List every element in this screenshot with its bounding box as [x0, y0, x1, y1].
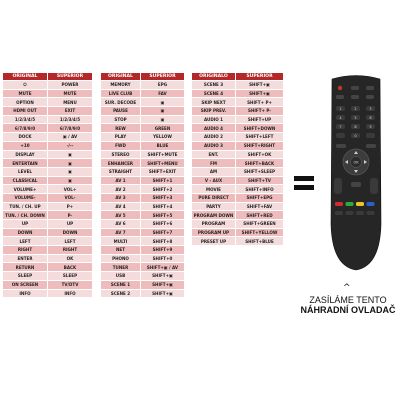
original-button-label: DOCK: [3, 133, 48, 142]
table-row: [192, 237, 284, 246]
svg-text:OK: OK: [353, 160, 359, 165]
original-button-label: PROGRAM DOWN: [192, 211, 236, 220]
superior-button-label: SHIFT+OK: [236, 150, 284, 159]
table-row: [3, 133, 93, 142]
original-button-label: MUTE: [3, 89, 48, 98]
original-button-label: 6/7/8/9/0: [3, 124, 48, 133]
table-row: [192, 193, 284, 202]
original-button-label: OPTION: [3, 98, 48, 107]
original-button-label: MULTI: [101, 237, 141, 246]
mute-button: [351, 182, 361, 187]
caption-line-1: ZASÍLÁME TENTO: [309, 295, 387, 305]
superior-button-label: EXIT: [48, 107, 93, 116]
table-row: [101, 98, 185, 107]
superior-button-label: ▣: [48, 150, 93, 159]
superior-button-label: SHIFT+6: [141, 220, 185, 229]
table-row: [101, 254, 185, 263]
original-button-label: TUNER: [101, 263, 141, 272]
mapping-table-3: [191, 72, 284, 246]
blue-button: [367, 202, 375, 206]
replacement-remote-caption: [300, 295, 396, 315]
original-button-label: USB: [101, 272, 141, 281]
superior-button-label: ▣: [48, 167, 93, 176]
column-header-superior: SUPERIOR: [141, 73, 185, 81]
original-button-label: AUDIO 2: [192, 133, 236, 142]
table-row: [192, 133, 284, 142]
superior-button-label: MUTE: [48, 89, 93, 98]
original-button-label: UP: [3, 220, 48, 229]
superior-button-label: SHIFT+LEFT: [236, 133, 284, 142]
original-button-label: SUR. DECODE: [101, 98, 141, 107]
small-button: [366, 95, 374, 99]
top-button: [366, 86, 374, 90]
original-button-label: STOP: [101, 115, 141, 124]
original-button-label: AV 1: [101, 176, 141, 185]
volume-rocker: [334, 178, 342, 194]
column-header-original: ORIGINAL: [3, 73, 48, 81]
power-button: [338, 86, 342, 90]
table-row: [3, 150, 93, 159]
original-button-label: AM: [192, 167, 236, 176]
svg-text:6: 6: [369, 115, 372, 120]
original-button-label: FM: [192, 159, 236, 168]
superior-button-label: FAV: [141, 89, 185, 98]
table-row: [101, 202, 185, 211]
superior-button-label: ▣: [48, 176, 93, 185]
table-row: [192, 124, 284, 133]
table-row: [192, 115, 284, 124]
table-row: [101, 115, 185, 124]
superior-button-label: SHIFT+TV: [236, 176, 284, 185]
original-button-label: AUDIO 1: [192, 115, 236, 124]
superior-button-label: VOL+: [48, 185, 93, 194]
superior-button-label: SHIFT+RIGHT: [236, 141, 284, 150]
original-button-label: SCENE 1: [101, 280, 141, 289]
original-button-label: STEREO: [101, 150, 141, 159]
original-button-label: REW: [101, 124, 141, 133]
table-row: [192, 228, 284, 237]
original-button-label: ON SCREEN: [3, 280, 48, 289]
superior-button-label: SHIFT+2: [141, 185, 185, 194]
superior-button-label: DOWN: [48, 228, 93, 237]
original-button-label: RETURN: [3, 263, 48, 272]
table-row: [3, 220, 93, 229]
superior-button-label: SHIFT+DOWN: [236, 124, 284, 133]
superior-button-label: YELLOW: [141, 133, 185, 142]
original-button-label: PURE DIRECT: [192, 193, 236, 202]
table-row: [3, 272, 93, 281]
original-button-label: SKIP NEXT: [192, 98, 236, 107]
channel-rocker: [370, 178, 378, 194]
table-row: [3, 202, 93, 211]
table-row: [3, 280, 93, 289]
table-row: [3, 211, 93, 220]
original-button-label: AV 3: [101, 193, 141, 202]
original-button-label: CLASSICAL: [3, 176, 48, 185]
svg-text:4: 4: [339, 115, 342, 120]
original-button-label: AV 7: [101, 228, 141, 237]
table-row: [3, 167, 93, 176]
original-button-label: PLAY: [101, 133, 141, 142]
caret-up-icon: ^: [343, 283, 351, 293]
original-button-label: PHONO: [101, 254, 141, 263]
original-button-label: PRESET UP: [192, 237, 236, 246]
table-row: [3, 107, 93, 116]
original-button-label: LEFT: [3, 237, 48, 246]
table-row: [192, 89, 284, 98]
original-button-label: INFO: [3, 289, 48, 298]
superior-button-label: MENU: [48, 98, 93, 107]
superior-button-label: SHIFT+GREEN: [236, 220, 284, 229]
superior-button-label: SHIFT+RED: [236, 211, 284, 220]
original-button-label: +10: [3, 141, 48, 150]
table-row: [3, 185, 93, 194]
table-row: [101, 159, 185, 168]
table-row: [3, 141, 93, 150]
table-row: [3, 176, 93, 185]
original-button-label: SCENE 3: [192, 81, 236, 90]
svg-text:9: 9: [369, 124, 372, 129]
superior-button-label: SLEEP: [48, 272, 93, 281]
equals-sign-bottom-bar: [294, 185, 314, 190]
original-button-label: PAUSE: [101, 107, 141, 116]
small-button: [336, 95, 344, 99]
original-button-label: RIGHT: [3, 246, 48, 255]
superior-button-label: ▣: [141, 98, 185, 107]
svg-text:0: 0: [354, 133, 357, 138]
superior-button-label: SHIFT+8: [141, 237, 185, 246]
table-row: [101, 228, 185, 237]
table-row: [192, 176, 284, 185]
superior-button-label: SHIFT+▣: [236, 89, 284, 98]
original-button-label: ENTER: [3, 254, 48, 263]
superior-button-label: ▣: [141, 107, 185, 116]
original-button-label: PROGRAM UP: [192, 228, 236, 237]
caption-line-2: NÁHRADNÍ OVLADAČ: [300, 305, 396, 315]
superior-button-label: GREEN: [141, 124, 185, 133]
table-row: [101, 150, 185, 159]
remote-control-image: [326, 74, 386, 272]
table-row: [101, 193, 185, 202]
svg-text:2: 2: [354, 106, 357, 111]
original-button-label: AUDIO 3: [192, 141, 236, 150]
original-button-label: ENHANCER: [101, 159, 141, 168]
superior-button-label: SHIFT+ P+: [236, 98, 284, 107]
table-row: [101, 280, 185, 289]
original-button-label: AV 5: [101, 211, 141, 220]
superior-button-label: UP: [48, 220, 93, 229]
superior-button-label: SHIFT+BLUE: [236, 237, 284, 246]
superior-button-label: SHIFT+1: [141, 176, 185, 185]
table-row: [101, 89, 185, 98]
svg-text:7: 7: [339, 124, 342, 129]
table-row: [3, 193, 93, 202]
superior-button-label: ▣: [141, 115, 185, 124]
table-row: [101, 133, 185, 142]
superior-button-label: SHIFT+ P-: [236, 107, 284, 116]
svg-text:8: 8: [354, 124, 357, 129]
top-button: [351, 86, 359, 90]
original-button-label: LEVEL: [3, 167, 48, 176]
table-row: [3, 81, 93, 90]
original-button-label: VOLUME+: [3, 185, 48, 194]
table-row: [192, 81, 284, 90]
superior-button-label: SHIFT+UP: [236, 115, 284, 124]
table-row: [101, 211, 185, 220]
superior-button-label: P+: [48, 202, 93, 211]
superior-button-label: SHIFT+4: [141, 202, 185, 211]
superior-button-label: SHIFT+EXIT: [141, 167, 185, 176]
original-button-label: AV 6: [101, 220, 141, 229]
original-button-label: PROGRAM: [192, 220, 236, 229]
table-row: [101, 176, 185, 185]
superior-button-label: SHIFT+0: [141, 254, 185, 263]
equals-sign-top-bar: [294, 176, 314, 181]
original-button-label: AV 4: [101, 202, 141, 211]
table-row: [192, 107, 284, 116]
superior-button-label: SHIFT+7: [141, 228, 185, 237]
table-row: [101, 107, 185, 116]
superior-button-label: -/--: [48, 141, 93, 150]
original-button-label: ENT.: [192, 150, 236, 159]
superior-button-label: SHIFT+▣: [236, 81, 284, 90]
superior-button-label: ▣ / AV: [48, 133, 93, 142]
table-row: [101, 141, 185, 150]
table-row: [3, 89, 93, 98]
table-row: [192, 98, 284, 107]
superior-button-label: OK: [48, 254, 93, 263]
original-button-label: HDMI OUT: [3, 107, 48, 116]
superior-button-label: P-: [48, 211, 93, 220]
table-row: [192, 167, 284, 176]
superior-button-label: TV/DTV: [48, 280, 93, 289]
table-row: [192, 141, 284, 150]
small-button: [351, 95, 359, 99]
original-button-label: MOVIE: [192, 185, 236, 194]
svg-text:3: 3: [369, 106, 372, 111]
superior-button-label: EPG: [141, 81, 185, 90]
original-button-label: SCENE 2: [101, 289, 141, 298]
original-button-label: NET: [101, 246, 141, 255]
original-button-label: FWD: [101, 141, 141, 150]
original-button-label: 1/2/3/4/5: [3, 115, 48, 124]
original-button-label: ⏻: [3, 81, 48, 90]
table-row: [3, 124, 93, 133]
original-button-label: LIVE CLUB: [101, 89, 141, 98]
original-button-label: SLEEP: [3, 272, 48, 281]
table-row: [3, 115, 93, 124]
svg-text:1: 1: [339, 106, 342, 111]
yellow-button: [356, 202, 364, 206]
original-button-label: VOLUME-: [3, 193, 48, 202]
table-row: [192, 202, 284, 211]
superior-button-label: SHIFT+FAV: [236, 202, 284, 211]
original-button-label: TUN. / CH. DOWN: [3, 211, 48, 220]
column-header-superior: SUPERIOR: [236, 73, 284, 81]
table-row: [192, 150, 284, 159]
menu-button: [336, 144, 346, 148]
table-row: [101, 237, 185, 246]
original-button-label: SCENE 4: [192, 89, 236, 98]
table-row: [101, 167, 185, 176]
table-row: [101, 263, 185, 272]
superior-button-label: ▣: [48, 159, 93, 168]
superior-button-label: SHIFT+MENU: [141, 159, 185, 168]
original-button-label: TUN. / CH. UP: [3, 202, 48, 211]
table-row: [101, 81, 185, 90]
original-button-label: STRAIGHT: [101, 167, 141, 176]
superior-button-label: BACK: [48, 263, 93, 272]
superior-button-label: VOL-: [48, 193, 93, 202]
table-row: [3, 263, 93, 272]
superior-button-label: SHIFT+5: [141, 211, 185, 220]
svg-text:5: 5: [354, 115, 357, 120]
superior-button-label: SHIFT+MUTE: [141, 150, 185, 159]
table-row: [3, 228, 93, 237]
original-button-label: PARTY: [192, 202, 236, 211]
table-row: [192, 185, 284, 194]
table-row: [3, 237, 93, 246]
column-header-original: ORIGINAL: [101, 73, 141, 81]
superior-button-label: SHIFT+▣: [141, 280, 185, 289]
column-header-original: ORIGINALO: [192, 73, 236, 81]
table-row: [101, 272, 185, 281]
superior-button-label: SHIFT+▣: [141, 272, 185, 281]
table-row: [101, 220, 185, 229]
table-row: [192, 211, 284, 220]
table-row: [192, 159, 284, 168]
superior-button-label: LEFT: [48, 237, 93, 246]
table-row: [3, 246, 93, 255]
superior-button-label: 1/2/3/4/5: [48, 115, 93, 124]
superior-button-label: SHIFT+INFO: [236, 185, 284, 194]
original-button-label: AUDIO 4: [192, 124, 236, 133]
green-button: [346, 202, 354, 206]
superior-button-label: SHIFT+YELLOW: [236, 228, 284, 237]
superior-button-label: RIGHT: [48, 246, 93, 255]
superior-button-label: SHIFT+BACK: [236, 159, 284, 168]
superior-button-label: INFO: [48, 289, 93, 298]
table-row: [3, 254, 93, 263]
red-button: [335, 202, 343, 206]
mapping-table-1: [2, 72, 93, 298]
superior-button-label: BLUE: [141, 141, 185, 150]
superior-button-label: SHIFT+9: [141, 246, 185, 255]
original-button-label: DOWN: [3, 228, 48, 237]
exit-button: [366, 144, 376, 148]
column-header-superior: SUPERIOR: [48, 73, 93, 81]
table-row: [101, 124, 185, 133]
table-row: [3, 159, 93, 168]
table-row: [101, 289, 185, 298]
table-row: [192, 220, 284, 229]
original-button-label: MEMORY: [101, 81, 141, 90]
original-button-label: SKIP PREV.: [192, 107, 236, 116]
original-button-label: AV 2: [101, 185, 141, 194]
table-row: [101, 246, 185, 255]
original-button-label: ENTERTAIN: [3, 159, 48, 168]
superior-button-label: SHIFT+▣: [141, 289, 185, 298]
table-row: [101, 185, 185, 194]
superior-button-label: SHIFT+SLEEP: [236, 167, 284, 176]
original-button-label: DISPLAY: [3, 150, 48, 159]
table-row: [3, 98, 93, 107]
superior-button-label: SHIFT+3: [141, 193, 185, 202]
table-row: [3, 289, 93, 298]
superior-button-label: POWER: [48, 81, 93, 90]
mapping-table-2: [100, 72, 185, 298]
superior-button-label: SHIFT+EPG: [236, 193, 284, 202]
original-button-label: V - AUX: [192, 176, 236, 185]
superior-button-label: SHIFT+▣ / AV: [141, 263, 185, 272]
superior-button-label: 6/7/8/9/0: [48, 124, 93, 133]
